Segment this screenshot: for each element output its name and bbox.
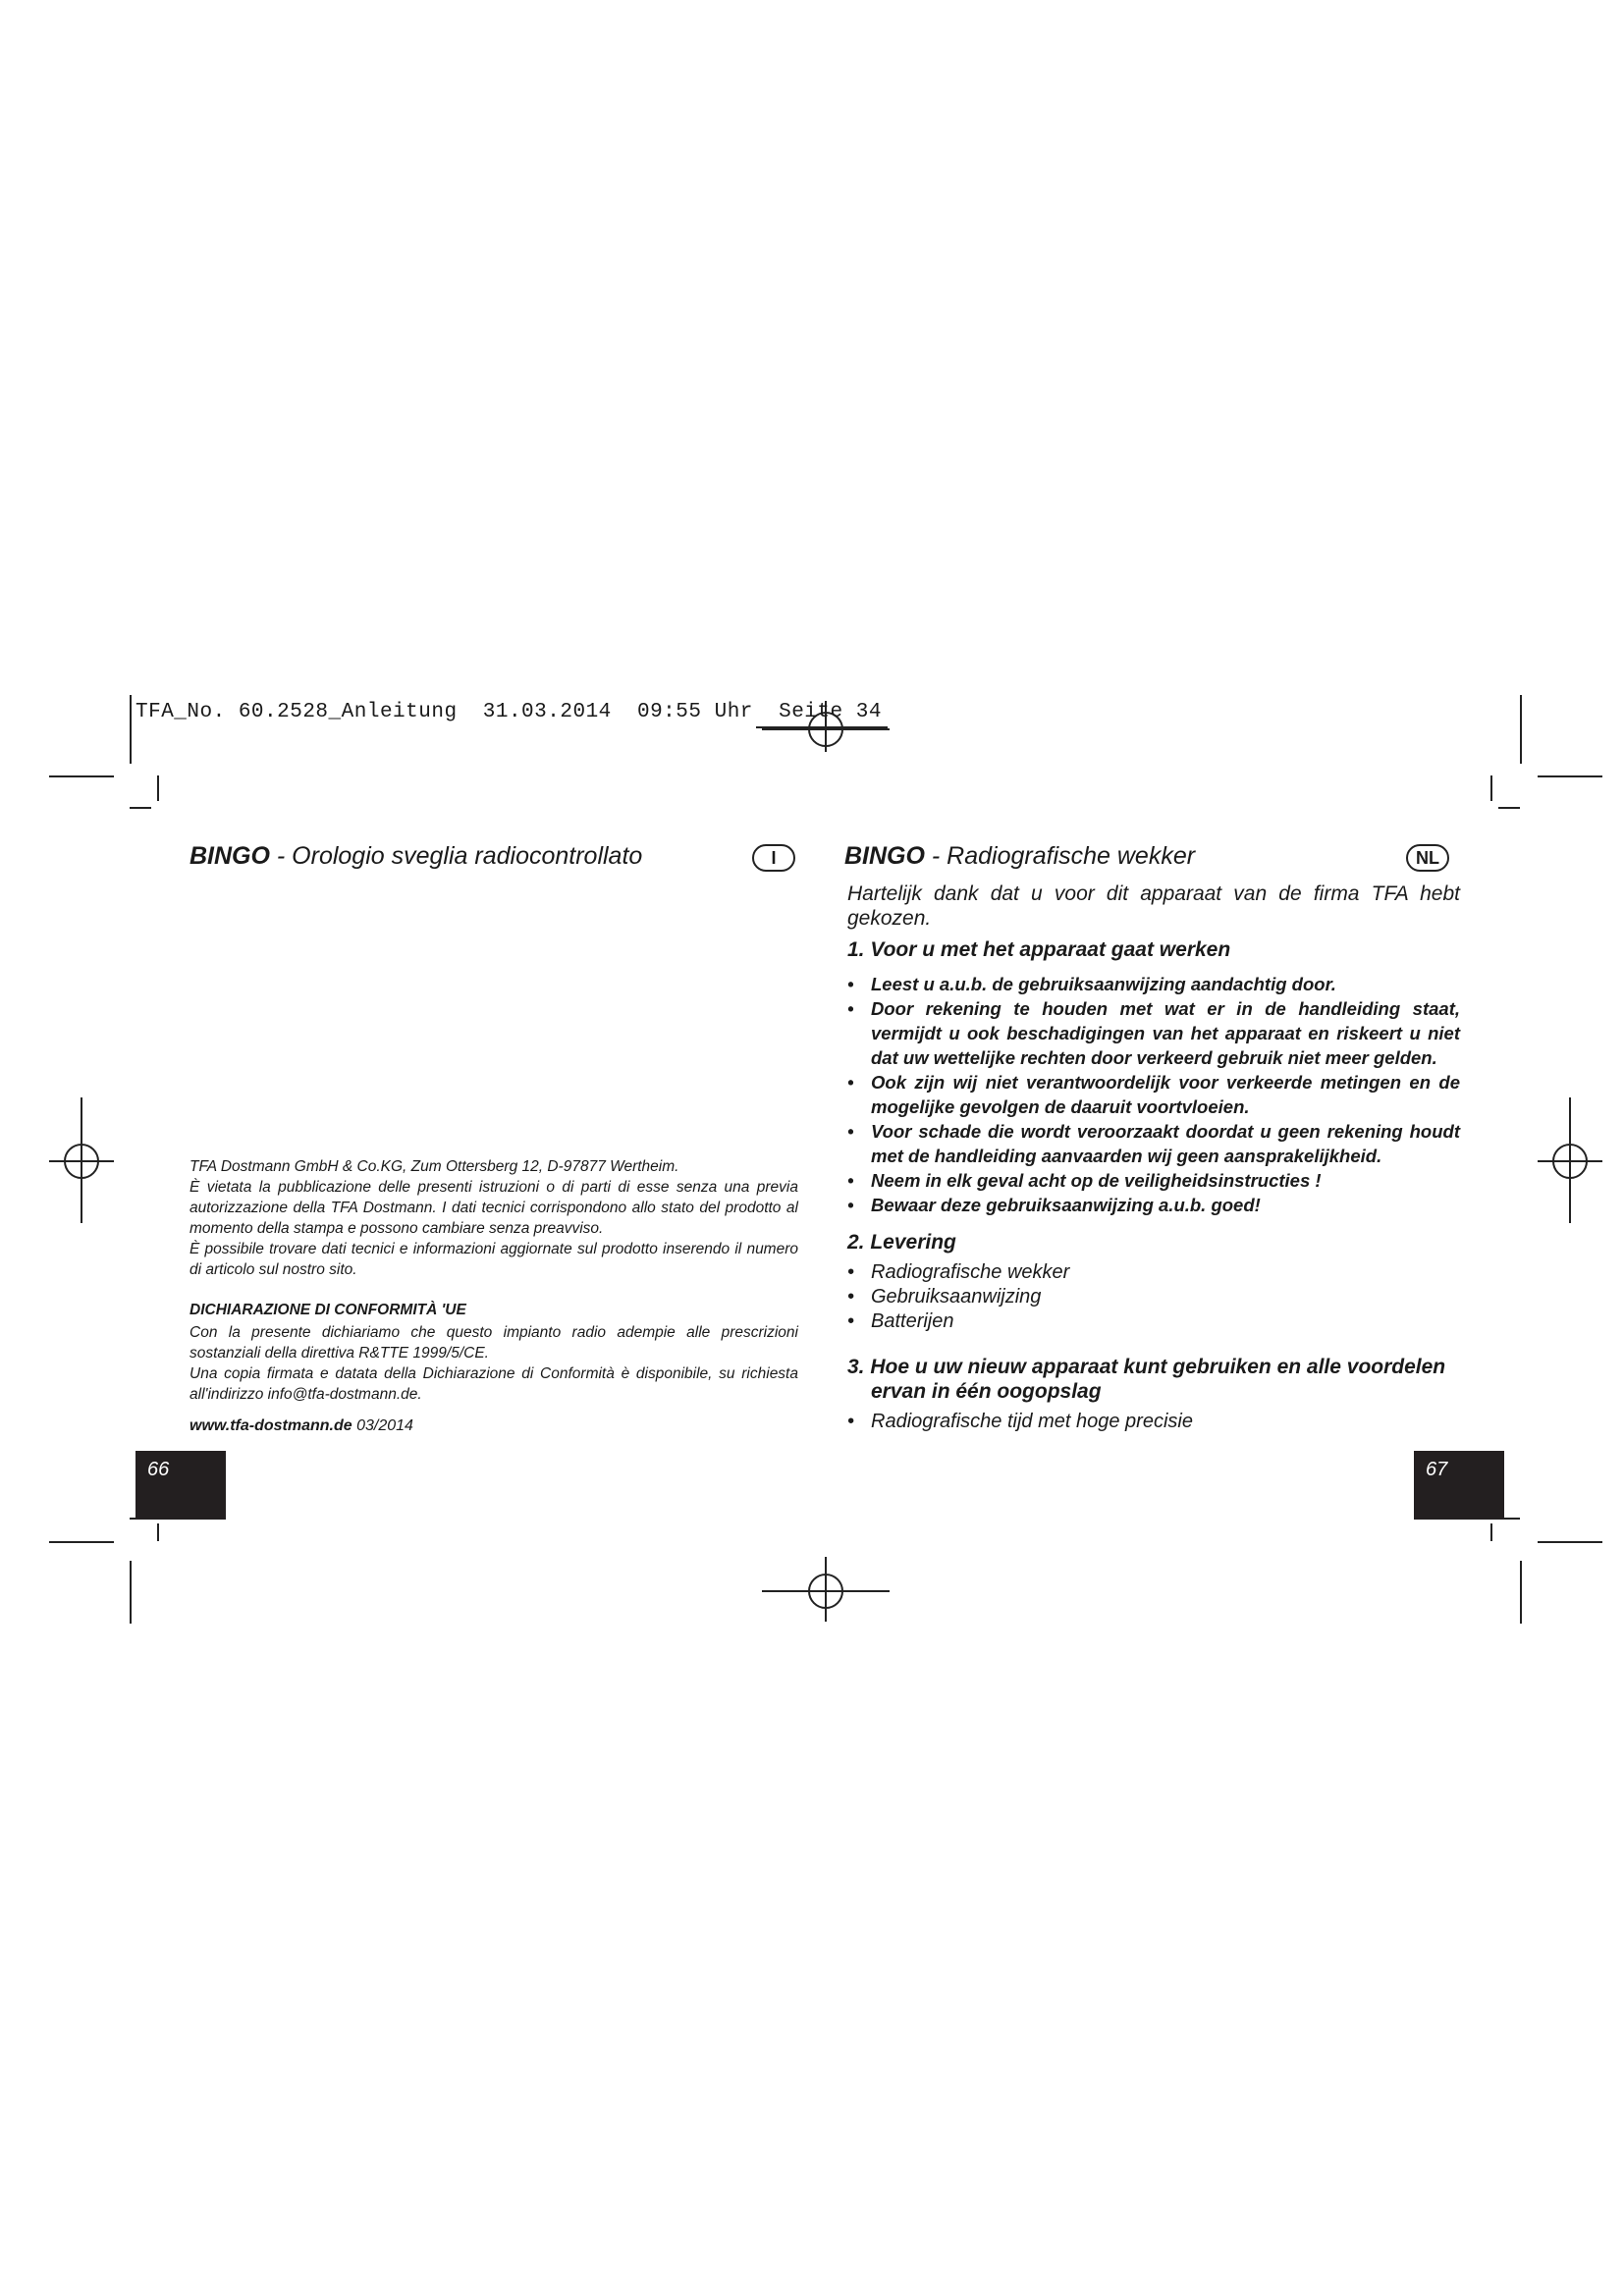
list-item: • Door rekening te houden met wat er in de handleiding staat, vermijdt u ook beschadigingen van het apparaat en riskeert u niet dat uw wettelijke rechten door verkeerd gebruik niet meer gelden. — [847, 998, 1460, 1068]
website-link[interactable]: www.tfa-dostmann.de — [189, 1417, 352, 1434]
declaration-copy-note: Una copia firmata e datata della Dichiarazione di Conformità è disponibile, su richiesta all'indirizzo info@tfa-dostmann.de. — [189, 1365, 798, 1403]
imprint-address: TFA Dostmann GmbH & Co.KG, Zum Ottersberg 12, D-97877 Wertheim. — [189, 1158, 679, 1175]
right-title-text: - Radiografische wekker — [924, 842, 1196, 870]
intro-text: Hartelijk dank dat u voor dit apparaat van de firma TFA hebt gekozen. — [847, 882, 1460, 930]
section-3-list — [847, 1410, 1460, 1434]
print-slug: TFA_No. 60.2528_Anleitung 31.03.2014 09:55 Uhr Seite 34 — [135, 701, 882, 723]
page-number-left: 66 — [147, 1459, 170, 1480]
slug-underline — [756, 726, 888, 728]
section-3-heading: 3. Hoe u uw nieuw apparaat kunt gebruiken en alle voordelen ervan in één oogopslag — [847, 1356, 1446, 1403]
imprint-copyright: È vietata la pubblicazione delle presenti istruzioni o di parti di esse senza una previa autorizzazione della TFA Dostmann. I dati tecnici corrispondono allo stato del prodotto al momento della stampa e possono cambiare senza preavviso. — [189, 1179, 798, 1237]
list-item: • Gebruiksaanwijzing — [847, 1286, 1042, 1308]
section-1-heading: 1. Voor u met het apparaat gaat werken — [847, 938, 1231, 961]
list-item: • Bewaar deze gebruiksaanwijzing a.u.b. goed! — [847, 1195, 1261, 1215]
list-item: • Radiografische tijd met hoge precisie — [847, 1411, 1193, 1432]
declaration-block — [189, 1300, 798, 1405]
declaration-heading: DICHIARAZIONE DI CONFORMITÀ 'UE — [189, 1302, 466, 1318]
left-title-brand: BINGO — [189, 842, 270, 870]
declaration-text: Con la presente dichiariamo che questo impianto radio adempie alle prescrizioni sostanziali della direttiva R&TTE 1999/5/CE. — [189, 1324, 798, 1362]
language-badge-italian: I — [752, 844, 795, 872]
imprint-block — [189, 1156, 798, 1280]
website-line — [189, 1415, 798, 1436]
list-item: • Ook zijn wij niet verantwoordelijk voor verkeerde metingen en de mogelijke gevolgen de daaruit voortvloeien. — [847, 1072, 1460, 1117]
right-page-title — [844, 842, 1195, 871]
list-item: • Voor schade die wordt veroorzaakt doordat u geen rekening houdt met de handleiding aanvaarden wij geen aansprakelijkheid. — [847, 1121, 1460, 1166]
page-number-box-left — [135, 1451, 226, 1520]
right-title-brand: BINGO — [844, 842, 925, 870]
section-1 — [847, 938, 1460, 1217]
left-page-title — [189, 842, 642, 871]
page-number-right: 67 — [1426, 1459, 1448, 1480]
left-title-text: - Orologio sveglia radiocontrollato — [269, 842, 643, 870]
list-item: • Radiografische wekker — [847, 1261, 1070, 1283]
language-badge-dutch: NL — [1406, 844, 1449, 872]
imprint-website-note: È possibile trovare dati tecnici e informazioni aggiornate sul prodotto inserendo il numero di articolo sul nostro sito. — [189, 1241, 798, 1278]
section-3 — [847, 1355, 1460, 1434]
page-number-box-right — [1414, 1451, 1504, 1520]
list-item: • Neem in elk geval acht op de veiligheidsinstructies ! — [847, 1170, 1322, 1191]
list-item: • Leest u a.u.b. de gebruiksaanwijzing aandachtig door. — [847, 974, 1336, 994]
section-2-heading: 2. Levering — [847, 1231, 956, 1254]
section-1-list — [847, 972, 1460, 1217]
intro-paragraph — [847, 881, 1460, 931]
section-2-list — [847, 1260, 1460, 1334]
list-item: • Batterijen — [847, 1310, 954, 1332]
edition-date: 03/2014 — [352, 1417, 413, 1434]
section-2 — [847, 1231, 1460, 1334]
